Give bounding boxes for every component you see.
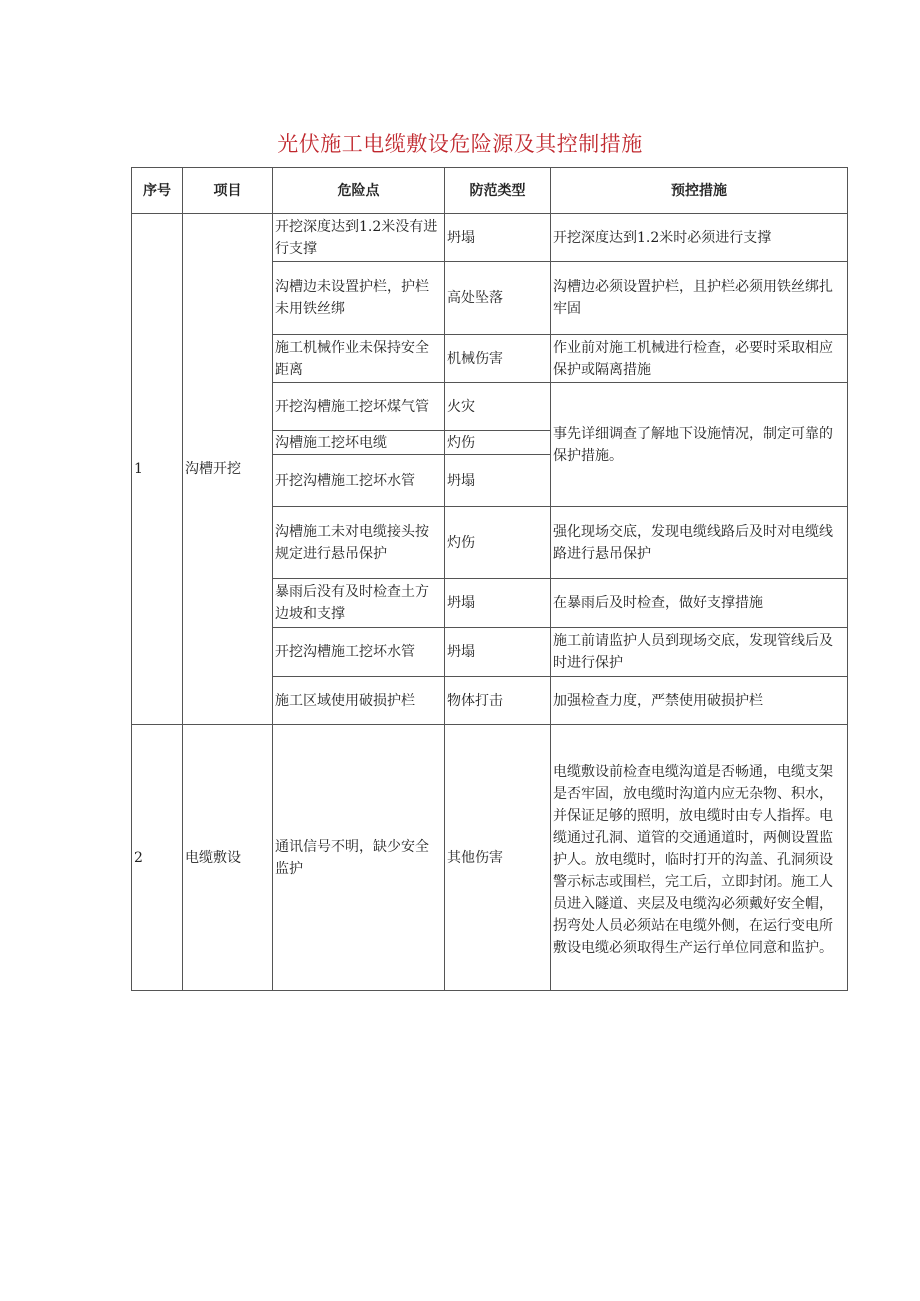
type-cell: 火灾: [445, 383, 551, 431]
table-row: [132, 214, 848, 262]
measure-cell: 电缆敷设前检查电缆沟道是否畅通，电缆支架是否牢固，放电缆时沟道内应无杂物、积水，并保证足够的照明，放电缆时由专人指挥。电缆通过孔洞、道管的交通通道时，两侧设置监护人。放电缆时，临时打开的沟盖、孔洞须设警示标志或围栏，完工后，立即封闭。施工人员进入隧道、夹层及电缆沟必须戴好安全帽，拐弯处人员必须站在电缆外侧，在运行变电所敷设电缆必须取得生产运行单位同意和监护。: [551, 725, 848, 991]
measure-cell: 沟槽边必须设置护栏，且护栏必须用铁丝绑扎牢固: [551, 262, 848, 335]
type-cell: 坍塌: [445, 455, 551, 507]
measure-cell: 开挖深度达到1.2米时必须进行支撑: [551, 214, 848, 262]
measure-cell: 事先详细调查了解地下设施情况，制定可靠的保护措施。: [551, 383, 848, 507]
header-measure: 预控措施: [551, 168, 848, 214]
hazard-cell: 开挖沟槽施工挖坏水管: [273, 628, 445, 677]
hazard-cell: 开挖沟槽施工挖坏水管: [273, 455, 445, 507]
measure-cell: 强化现场交底，发现电缆线路后及时对电缆线路进行悬吊保护: [551, 507, 848, 579]
type-cell: 机械伤害: [445, 335, 551, 383]
hazard-cell: 开挖深度达到1.2米没有进行支撑: [273, 214, 445, 262]
measure-cell: 作业前对施工机械进行检查，必要时采取相应保护或隔离措施: [551, 335, 848, 383]
type-cell: 高处坠落: [445, 262, 551, 335]
project-cell: 电缆敷设: [183, 725, 273, 991]
hazard-cell: 沟槽边未设置护栏，护栏未用铁丝绑: [273, 262, 445, 335]
seq-cell: 1: [132, 214, 183, 725]
type-cell: 坍塌: [445, 214, 551, 262]
page-title: 光伏施工电缆敷设危险源及其控制措施: [277, 132, 643, 156]
seq-cell: 2: [132, 725, 183, 991]
header-project: 项目: [183, 168, 273, 214]
measure-cell: 施工前请监护人员到现场交底，发现管线后及时进行保护: [551, 628, 848, 677]
measure-cell: 加强检查力度，严禁使用破损护栏: [551, 677, 848, 725]
type-cell: 物体打击: [445, 677, 551, 725]
hazard-cell: 施工区域使用破损护栏: [273, 677, 445, 725]
hazard-cell: 沟槽施工挖坏电缆: [273, 431, 445, 455]
hazard-cell: 通讯信号不明，缺少安全监护: [273, 725, 445, 991]
type-cell: 其他伤害: [445, 725, 551, 991]
hazard-cell: 沟槽施工未对电缆接头按规定进行悬吊保护: [273, 507, 445, 579]
header-type: 防范类型: [445, 168, 551, 214]
project-cell: 沟槽开挖: [183, 214, 273, 725]
hazard-cell: 暴雨后没有及时检查土方边坡和支撑: [273, 579, 445, 628]
measure-cell: 在暴雨后及时检查，做好支撑措施: [551, 579, 848, 628]
header-seq: 序号: [132, 168, 183, 214]
header-hazard: 危险点: [273, 168, 445, 214]
hazard-table: [131, 167, 848, 991]
table-header-row: [132, 168, 848, 214]
type-cell: 坍塌: [445, 579, 551, 628]
type-cell: 坍塌: [445, 628, 551, 677]
hazard-cell: 施工机械作业未保持安全距离: [273, 335, 445, 383]
type-cell: 灼伤: [445, 507, 551, 579]
hazard-cell: 开挖沟槽施工挖坏煤气管: [273, 383, 445, 431]
table-row: [132, 725, 848, 991]
type-cell: 灼伤: [445, 431, 551, 455]
